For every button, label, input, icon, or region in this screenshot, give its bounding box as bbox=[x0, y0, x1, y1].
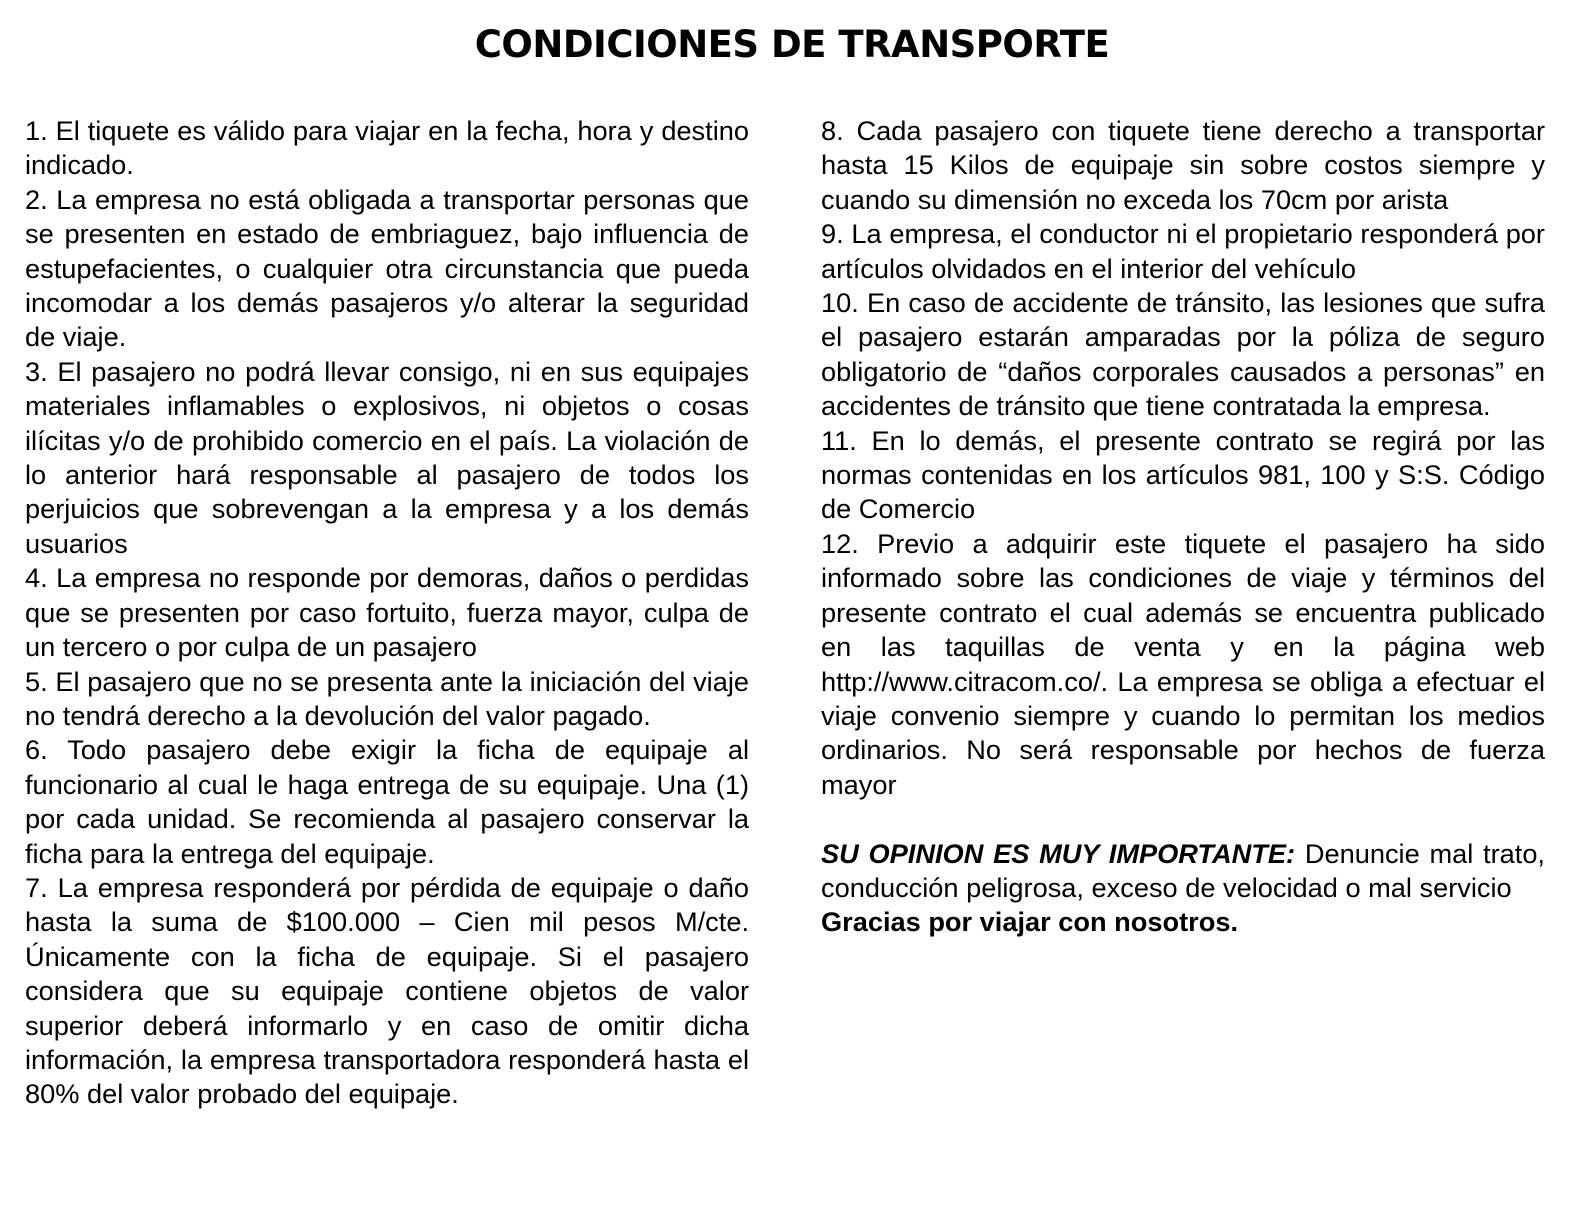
clause-3: 3. El pasajero no podrá llevar consigo, ni en sus equipajes materiales inflamables o explosivos, ni objetos o cosas ilícitas y/o de prohibido comercio en el país. La violación de lo anterior hará responsable al pasajero de todos los perjuicios que sobrevengan a la empresa y a los demás usuarios bbox=[25, 355, 749, 559]
left-column bbox=[25, 114, 749, 1112]
spacer bbox=[821, 802, 1545, 836]
page-title: CONDICIONES DE TRANSPORTE bbox=[474, 23, 1110, 66]
opinion-text: Denuncie mal trato, conducción peligrosa, exceso de velocidad o mal servicio bbox=[821, 837, 1545, 903]
clause-1: 1. El tiquete es válido para viajar en la fecha, hora y destino indicado. bbox=[25, 115, 749, 181]
thanks-message: Gracias por viajar con nosotros. bbox=[821, 906, 1239, 938]
clause-2: 2. La empresa no está obligada a transportar personas que se presenten en estado de embriaguez, bajo influencia de estupefacientes, o cualquier otra circunstancia que pueda incomodar a los demás pasajeros y/o alterar la seguridad de viaje. bbox=[25, 183, 749, 353]
clause-12: 12. Previo a adquirir este tiquete el pasajero ha sido informado sobre las condiciones de viaje y términos del presente contrato el cual además se encuentra publicado en las taquillas de venta y en la página web http://www.citracom.co/. La empresa se obliga a efectuar el viaje convenio siempre y cuando lo permitan los medios ordinarios. No será responsable por hechos de fuerza mayor bbox=[821, 527, 1545, 800]
clause-9: 9. La empresa, el conductor ni el propietario responderá por artículos olvidados en el interior del vehículo bbox=[821, 218, 1545, 284]
clause-11: 11. En lo demás, el presente contrato se regirá por las normas contenidas en los artículos 981, 100 y S:S. Código de Comercio bbox=[821, 424, 1545, 525]
clause-8: 8. Cada pasajero con tiquete tiene derecho a transportar hasta 15 Kilos de equipaje sin sobre costos siempre y cuando su dimensión no exceda los 70cm por arista bbox=[821, 115, 1545, 215]
right-column bbox=[821, 114, 1545, 940]
clause-10: 10. En caso de accidente de tránsito, las lesiones que sufra el pasajero estarán amparadas por la póliza de seguro obligatorio de “daños corporales causados a personas” en accidentes de tránsito que tiene contratada la empresa. bbox=[821, 287, 1545, 422]
opinion-paragraph bbox=[821, 837, 1545, 906]
clause-6: 6. Todo pasajero debe exigir la ficha de equipaje al funcionario al cual le haga entrega de su equipaje. Una (1) por cada unidad. Se recomienda al pasajero conservar la ficha para la entrega del equipaje. bbox=[25, 734, 749, 869]
clause-4: 4. La empresa no responde por demoras, daños o perdidas que se presenten por caso fortuito, fuerza mayor, culpa de un tercero o por culpa de un pasajero bbox=[25, 562, 749, 663]
clause-7: 7. La empresa responderá por pérdida de equipaje o daño hasta la suma de $100.000 – Cien mil pesos M/cte. Únicamente con la ficha de equipaje. Si el pasajero considera que su equipaje contiene objetos de valor superior deberá informarlo y en caso de omitir dicha información, la empresa transportadora responderá hasta el 80% del valor probado del equipaje. bbox=[25, 871, 749, 1110]
opinion-lead: SU OPINION ES MUY IMPORTANTE: bbox=[821, 837, 1296, 869]
clause-5: 5. El pasajero que no se presenta ante la iniciación del viaje no tendrá derecho a la devolución del valor pagado. bbox=[25, 665, 749, 731]
